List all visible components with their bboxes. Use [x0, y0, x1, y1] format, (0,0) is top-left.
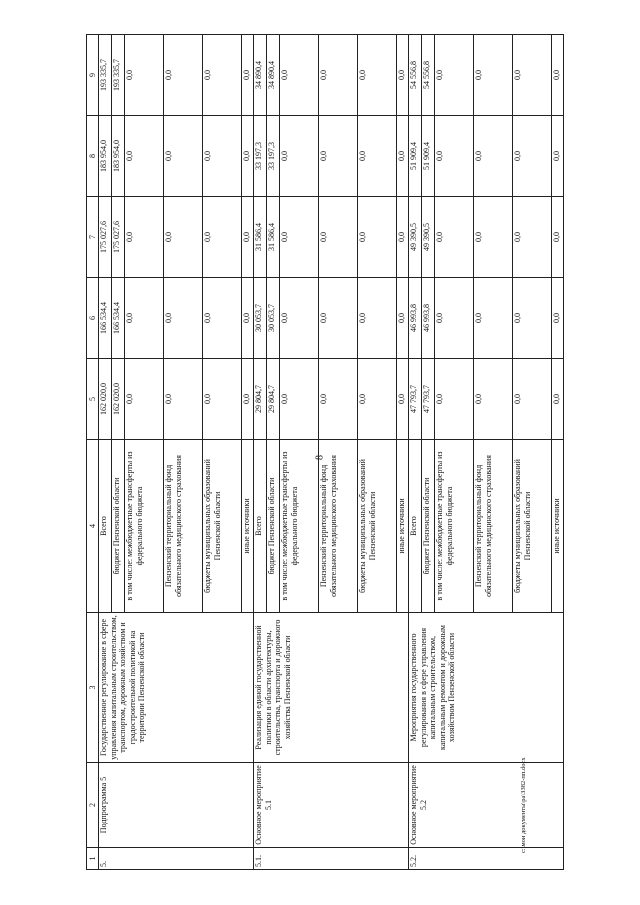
- amount-cell: 0,0: [474, 116, 513, 197]
- amount-cell: 0,0: [280, 116, 319, 197]
- funding-source: в том числе: межбюджетные трансферты из федерального бюджета: [280, 440, 319, 613]
- amount-cell: 0,0: [474, 35, 513, 116]
- amount-cell: 0,0: [203, 278, 242, 359]
- funding-source: Всего: [254, 440, 267, 613]
- amount-cell: 0,0: [242, 116, 254, 197]
- section-description: Мероприятия государственного регулирования в сфере управления капитальным строительством, капитальным ремонтом и дорожным хозяйством Пензенской области: [409, 613, 564, 763]
- amount-cell: 0,0: [319, 278, 358, 359]
- footer-file-path: c:\мои документы\ра\ЗЗ82-пп.docx: [520, 757, 527, 853]
- amount-cell: 0,0: [125, 197, 164, 278]
- amount-cell: 183 954,0: [99, 116, 112, 197]
- section-name: Основное мероприятие 5.2: [409, 763, 564, 848]
- amount-cell: 183 954,0: [112, 116, 125, 197]
- amount-cell: 46 993,8: [409, 278, 422, 359]
- funding-source: иные источники: [397, 440, 409, 613]
- table-row: [409, 35, 422, 870]
- amount-cell: 0,0: [319, 359, 358, 440]
- amount-cell: 175 027,6: [99, 197, 112, 278]
- amount-cell: 0,0: [552, 278, 564, 359]
- amount-cell: 0,0: [474, 278, 513, 359]
- column-number-cell: 8: [87, 116, 99, 197]
- amount-cell: 0,0: [319, 197, 358, 278]
- amount-cell: 0,0: [319, 116, 358, 197]
- amount-cell: 0,0: [552, 359, 564, 440]
- section-name: Основное мероприятие 5.1: [254, 763, 409, 848]
- amount-cell: 0,0: [358, 197, 397, 278]
- amount-cell: 51 909,4: [422, 116, 435, 197]
- amount-cell: 0,0: [125, 116, 164, 197]
- amount-cell: 0,0: [435, 197, 474, 278]
- amount-cell: 30 053,7: [254, 278, 267, 359]
- amount-cell: 0,0: [203, 116, 242, 197]
- section-number: 5.2.: [409, 848, 564, 870]
- amount-cell: 33 197,3: [254, 116, 267, 197]
- amount-cell: 0,0: [513, 35, 552, 116]
- page-number: 8: [314, 455, 326, 460]
- amount-cell: 162 020,0: [112, 359, 125, 440]
- amount-cell: 0,0: [435, 278, 474, 359]
- funding-source: в том числе: межбюджетные трансферты из федерального бюджета: [435, 440, 474, 613]
- column-number-cell: 1: [87, 848, 99, 870]
- funding-source: Пензенский территориальный фонд обязательного медицинского страхования: [474, 440, 513, 613]
- amount-cell: 49 390,5: [409, 197, 422, 278]
- funding-source: бюджет Пензенской области: [267, 440, 280, 613]
- amount-cell: 0,0: [513, 278, 552, 359]
- amount-cell: 29 804,7: [254, 359, 267, 440]
- section-description: Государственное регулирование в сфере управления капитальным строительством, транспортом, дорожным хозяйством и градостроительной политикой на территории Пензенской области: [99, 613, 254, 763]
- funding-source: в том числе: межбюджетные трансферты из федерального бюджета: [125, 440, 164, 613]
- amount-cell: 47 793,7: [422, 359, 435, 440]
- column-number-cell: 5: [87, 359, 99, 440]
- funding-source: Всего: [409, 440, 422, 613]
- amount-cell: 49 390,5: [422, 197, 435, 278]
- column-number-cell: 2: [87, 763, 99, 848]
- amount-cell: 0,0: [552, 35, 564, 116]
- amount-cell: 33 197,3: [267, 116, 280, 197]
- funding-source: бюджет Пензенской области: [112, 440, 125, 613]
- amount-cell: 0,0: [474, 359, 513, 440]
- table-body: [87, 35, 564, 870]
- column-number-row: [87, 35, 99, 870]
- funding-source: Пензенский территориальный фонд обязательного медицинского страхования: [164, 440, 203, 613]
- amount-cell: 0,0: [397, 116, 409, 197]
- amount-cell: 0,0: [435, 116, 474, 197]
- amount-cell: 162 020,0: [99, 359, 112, 440]
- amount-cell: 30 053,7: [267, 278, 280, 359]
- amount-cell: 54 556,8: [422, 35, 435, 116]
- amount-cell: 193 335,7: [99, 35, 112, 116]
- column-number-cell: 9: [87, 35, 99, 116]
- budget-table: [86, 34, 564, 870]
- amount-cell: 47 793,7: [409, 359, 422, 440]
- table-row: [99, 35, 112, 870]
- section-name: Подпрограмма 5: [99, 763, 254, 848]
- amount-cell: 0,0: [164, 278, 203, 359]
- funding-source: Пензенский территориальный фонд обязательного медицинского страхования: [319, 440, 358, 613]
- amount-cell: 193 335,7: [112, 35, 125, 116]
- table-row: [254, 35, 267, 870]
- amount-cell: 175 027,6: [112, 197, 125, 278]
- amount-cell: 0,0: [280, 35, 319, 116]
- amount-cell: 166 534,4: [112, 278, 125, 359]
- amount-cell: 0,0: [513, 197, 552, 278]
- amount-cell: 0,0: [280, 359, 319, 440]
- section-number: 5.: [99, 848, 254, 870]
- amount-cell: 0,0: [397, 197, 409, 278]
- column-number-cell: 4: [87, 440, 99, 613]
- amount-cell: 0,0: [435, 35, 474, 116]
- amount-cell: 0,0: [435, 359, 474, 440]
- amount-cell: 0,0: [203, 35, 242, 116]
- amount-cell: 0,0: [552, 197, 564, 278]
- amount-cell: 0,0: [164, 359, 203, 440]
- amount-cell: 51 909,4: [409, 116, 422, 197]
- amount-cell: 0,0: [125, 278, 164, 359]
- amount-cell: 46 993,8: [422, 278, 435, 359]
- section-number: 5.1.: [254, 848, 409, 870]
- amount-cell: 0,0: [552, 116, 564, 197]
- amount-cell: 54 556,8: [409, 35, 422, 116]
- amount-cell: 0,0: [397, 359, 409, 440]
- amount-cell: 34 890,4: [267, 35, 280, 116]
- amount-cell: 0,0: [242, 35, 254, 116]
- amount-cell: 0,0: [358, 359, 397, 440]
- amount-cell: 31 586,4: [267, 197, 280, 278]
- amount-cell: 0,0: [280, 197, 319, 278]
- rotated-table-container: [86, 35, 587, 870]
- section-description: Реализация единой государственной политики в области архитектуры, строительства, транспорта и дорожного хозяйства Пензенской области: [254, 613, 409, 763]
- amount-cell: 34 890,4: [254, 35, 267, 116]
- amount-cell: 0,0: [397, 35, 409, 116]
- amount-cell: 0,0: [203, 359, 242, 440]
- amount-cell: 0,0: [242, 197, 254, 278]
- amount-cell: 0,0: [513, 116, 552, 197]
- amount-cell: 31 586,4: [254, 197, 267, 278]
- amount-cell: 0,0: [358, 116, 397, 197]
- amount-cell: 0,0: [474, 197, 513, 278]
- column-number-cell: 3: [87, 613, 99, 763]
- amount-cell: 166 534,4: [99, 278, 112, 359]
- amount-cell: 0,0: [358, 278, 397, 359]
- amount-cell: 0,0: [203, 197, 242, 278]
- funding-source: бюджеты муниципальных образований Пензенской области: [203, 440, 242, 613]
- amount-cell: 0,0: [358, 35, 397, 116]
- amount-cell: 29 804,7: [267, 359, 280, 440]
- amount-cell: 0,0: [125, 35, 164, 116]
- amount-cell: 0,0: [242, 359, 254, 440]
- funding-source: иные источники: [552, 440, 564, 613]
- amount-cell: 0,0: [319, 35, 358, 116]
- amount-cell: 0,0: [164, 116, 203, 197]
- amount-cell: 0,0: [164, 197, 203, 278]
- funding-source: иные источники: [242, 440, 254, 613]
- amount-cell: 0,0: [397, 278, 409, 359]
- funding-source: Всего: [99, 440, 112, 613]
- amount-cell: 0,0: [164, 35, 203, 116]
- funding-source: бюджеты муниципальных образований Пензенской области: [513, 440, 552, 613]
- amount-cell: 0,0: [125, 359, 164, 440]
- column-number-cell: 7: [87, 197, 99, 278]
- funding-source: бюджеты муниципальных образований Пензенской области: [358, 440, 397, 613]
- amount-cell: 0,0: [280, 278, 319, 359]
- funding-source: бюджет Пензенской области: [422, 440, 435, 613]
- amount-cell: 0,0: [242, 278, 254, 359]
- amount-cell: 0,0: [513, 359, 552, 440]
- column-number-cell: 6: [87, 278, 99, 359]
